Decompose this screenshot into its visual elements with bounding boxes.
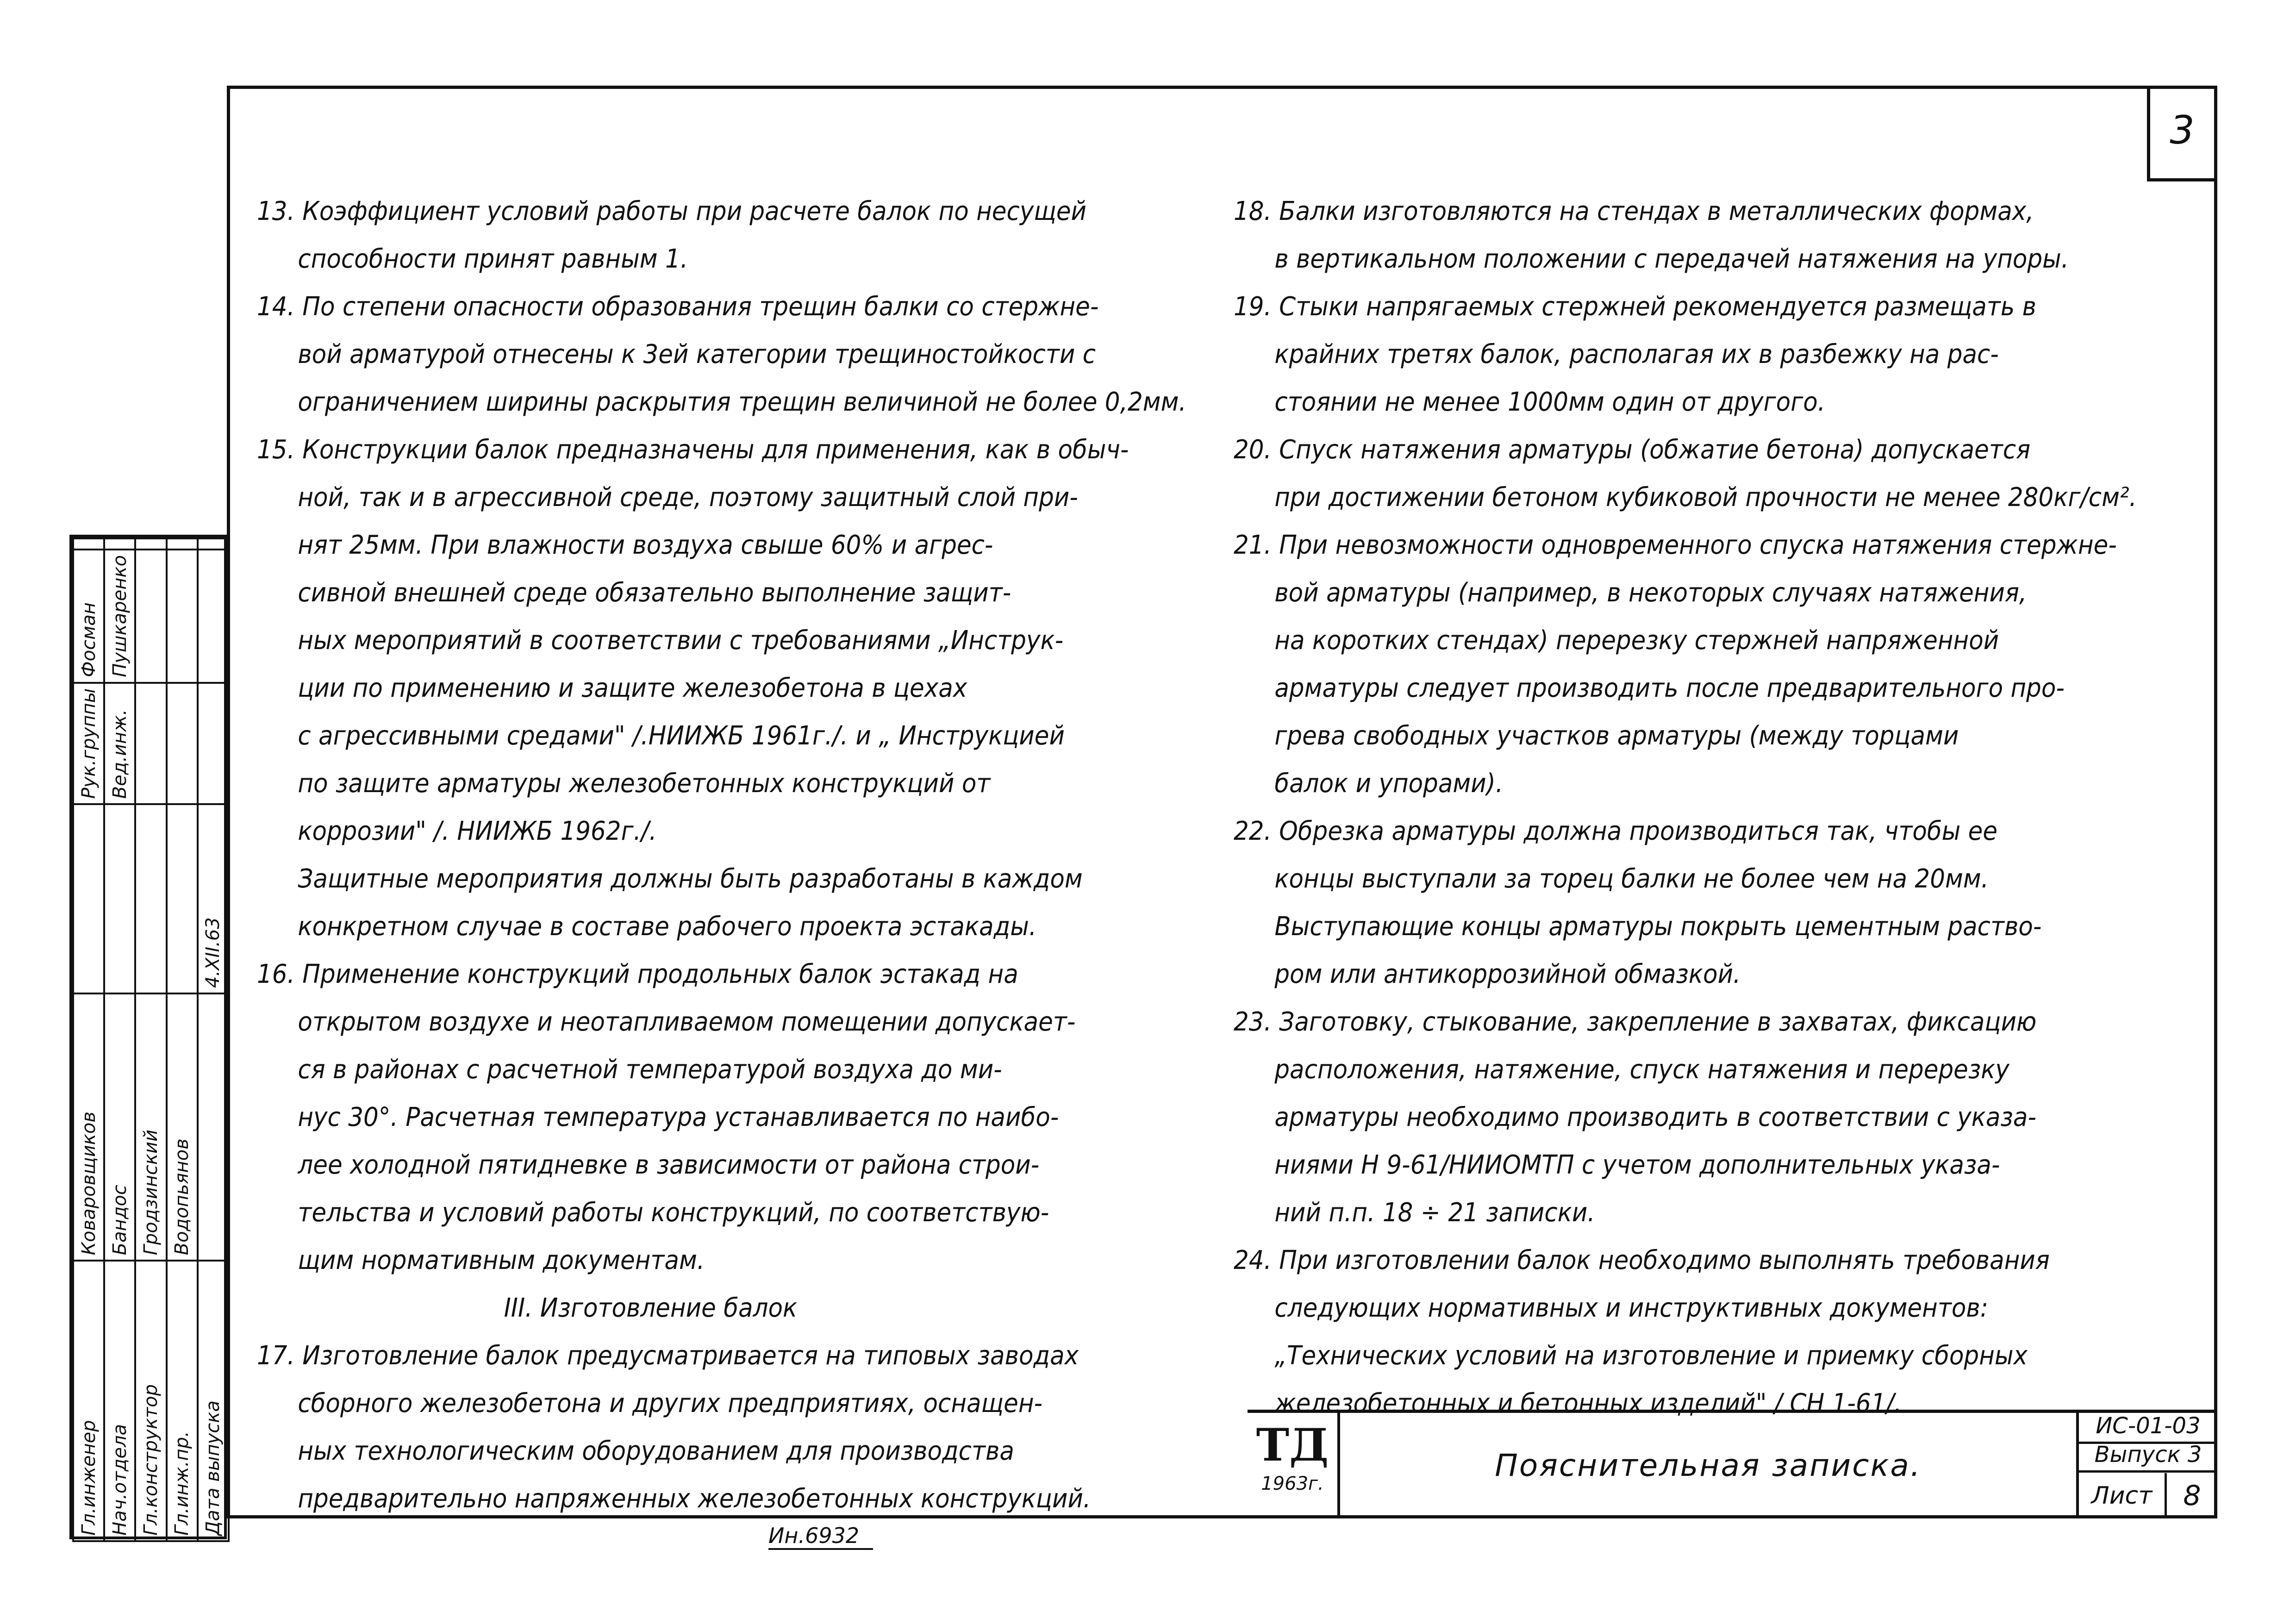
empty-cell	[167, 538, 198, 550]
text-line: открытом воздухе и неотапливаемом помещении допускает-	[298, 1007, 1076, 1037]
text-line: Защитные мероприятия должны быть разработаны в каждом	[298, 864, 1083, 894]
left-column-text	[257, 187, 1186, 1523]
name-cell: Коваровщиков	[73, 993, 104, 1261]
signature-cell	[167, 804, 198, 993]
text-line: ной, так и в агрессивной среде, поэтому защитный слой при-	[298, 482, 1078, 512]
empty-cell	[135, 683, 166, 805]
role-cell: Гл.инженер	[73, 1261, 104, 1541]
name-cell: Гродзинский	[135, 993, 166, 1261]
text-line: способности принят равным 1.	[298, 244, 688, 274]
text-line: нят 25мм. При влажности воздуха свыше 60% и агрес-	[298, 530, 993, 560]
text-line: железобетонных и бетонных изделий" / СН 1-61/.	[1274, 1388, 1902, 1418]
text-line: арматуры необходимо производить в соответствии с указа-	[1274, 1102, 2037, 1132]
name-cell: Пушкаренко	[104, 550, 135, 683]
role-cell: Дата выпуска	[198, 1261, 229, 1541]
text-line: ром или антикоррозийной обмазкой.	[1274, 959, 1741, 989]
role-cell: Гл.инж.пр.	[167, 1261, 198, 1541]
text-line: Выступающие концы арматуры покрыть цементным раство-	[1274, 912, 2042, 942]
signature-cell	[73, 538, 104, 550]
name-cell: Водопьянов	[167, 993, 198, 1261]
text-line: 19. Стыки напрягаемых стержней рекомендуется размещать в	[1234, 292, 2036, 322]
text-line: балок и упорами).	[1274, 768, 1504, 799]
empty-cell	[198, 683, 229, 805]
text-line: расположения, натяжение, спуск натяжения и перерезку	[1274, 1055, 2009, 1085]
signature-cell	[73, 804, 104, 993]
inventory-number: Ин.6932	[768, 1523, 860, 1548]
name-cell	[198, 993, 229, 1261]
empty-cell	[135, 550, 166, 683]
text-line: сивной внешней среде обязательно выполнение защит-	[298, 578, 1011, 608]
sheet-number: 8	[2183, 1480, 2201, 1512]
role-cell: Вед.инж.	[104, 683, 135, 805]
logo-year: 1963г.	[1261, 1473, 1324, 1494]
text-line: конкретном случае в составе рабочего проекта эстакады.	[298, 912, 1037, 942]
text-line: 18. Балки изготовляются на стендах в металлических формах,	[1234, 196, 2034, 226]
logo	[1248, 1413, 1340, 1518]
table-row	[198, 538, 229, 1541]
page-number: 3	[2170, 107, 2195, 153]
text-line: тельства и условий работы конструкций, по соответствую-	[298, 1198, 1049, 1228]
document-title: Пояснительная записка.	[1495, 1448, 1922, 1483]
empty-cell	[135, 538, 166, 550]
text-line: ных мероприятий в соответствии с требованиями „Инструк-	[298, 625, 1064, 656]
table-row	[135, 538, 166, 1541]
text-line: ниями Н 9-61/НИИОМТП с учетом дополнительных указа-	[1274, 1150, 2000, 1180]
text-line: 13. Коэффициент условий работы при расчете балок по несущей	[257, 196, 1087, 226]
text-line: 20. Спуск натяжения арматуры (обжатие бетона) допускается	[1234, 435, 2031, 465]
text-line: вой арматурой отнесены к 3ей категории трещиностойкости с	[298, 339, 1096, 369]
empty-cell	[198, 550, 229, 683]
signature-cell	[104, 538, 135, 550]
text-line: следующих нормативных и инструктивных документов:	[1274, 1293, 1989, 1323]
role-cell: Рук.группы	[73, 683, 104, 805]
text-line: стоянии не менее 1000мм один от другого.	[1274, 387, 1826, 417]
document-code: ИС-01-03	[2079, 1413, 2217, 1444]
text-line: на коротких стендах) перерезку стержней напряженной	[1274, 625, 1999, 656]
date-cell: 4.XII.63	[198, 804, 229, 993]
text-line: сборного железобетона и других предприятиях, оснащен-	[298, 1388, 1043, 1418]
name-cell: Бандос	[104, 993, 135, 1261]
page-number-box	[2147, 89, 2214, 181]
text-line: щим нормативным документам.	[298, 1245, 705, 1275]
document-info	[2076, 1413, 2217, 1518]
text-line: ограничением ширины раскрытия трещин величиной не более 0,2мм.	[298, 387, 1186, 417]
text-line: 22. Обрезка арматуры должна производиться так, чтобы ее	[1234, 816, 1998, 846]
text-line: по защите арматуры железобетонных конструкций от	[298, 768, 991, 799]
text-line: „Технических условий на изготовление и приемку сборных	[1274, 1341, 2028, 1371]
text-line: грева свободных участков арматуры (между торцами	[1274, 721, 1959, 751]
text-line: крайних третях балок, располагая их в разбежку на рас-	[1274, 339, 1999, 369]
text-line: ся в районах с расчетной температурой воздуха до ми-	[298, 1055, 1002, 1085]
approval-table	[72, 537, 230, 1542]
text-line: 23. Заготовку, стыкование, закрепление в захватах, фиксацию	[1234, 1007, 2037, 1037]
text-line: предварительно напряженных железобетонных конструкций.	[298, 1484, 1091, 1514]
signature-cell	[104, 804, 135, 993]
text-line: концы выступали за торец балки не более чем на 20мм.	[1274, 864, 1989, 894]
text-line: 24. При изготовлении балок необходимо выполнять требования	[1234, 1245, 2050, 1275]
signature-cell	[135, 804, 166, 993]
issue-number: Выпуск 3	[2079, 1442, 2217, 1473]
text-line: нус 30°. Расчетная температура устанавливается по наибо-	[298, 1102, 1059, 1132]
logo-mark: ТД	[1256, 1419, 1329, 1471]
sheet-label: Лист	[2079, 1473, 2167, 1518]
section-heading: III. Изготовление балок	[504, 1293, 798, 1323]
text-line: 17. Изготовление балок предусматривается на типовых заводах	[257, 1341, 1079, 1371]
text-line: 15. Конструкции балок предназначены для применения, как в обыч-	[257, 435, 1129, 465]
empty-cell	[198, 538, 229, 550]
text-line: при достижении бетоном кубиковой прочности не менее 280кг/см².	[1274, 482, 2137, 512]
approval-stamp	[69, 535, 227, 1539]
role-cell: Гл.конструктор	[135, 1261, 166, 1541]
empty-cell	[167, 683, 198, 805]
table-row	[167, 538, 198, 1541]
text-line: 21. При невозможности одновременного спуска натяжения стержне-	[1234, 530, 2117, 560]
text-line: вой арматуры (например, в некоторых случаях натяжения,	[1274, 578, 2027, 608]
text-line: лее холодной пятидневке в зависимости от района строи-	[298, 1150, 1040, 1180]
table-row	[73, 538, 104, 1541]
title-block	[1248, 1410, 2217, 1518]
text-line: коррозии" /. НИИЖБ 1962г./.	[298, 816, 657, 846]
role-cell: Нач.отдела	[104, 1261, 135, 1541]
text-line: в вертикальном положении с передачей натяжения на упоры.	[1274, 244, 2069, 274]
right-column-text	[1234, 187, 2137, 1427]
text-line: 16. Применение конструкций продольных балок эстакад на	[257, 959, 1018, 989]
text-line: 14. По степени опасности образования трещин балки со стержне-	[257, 292, 1099, 322]
text-line: арматуры следует производить после предварительного про-	[1274, 673, 2065, 703]
empty-cell	[167, 550, 198, 683]
text-line: ции по применению и защите железобетона в цехах	[298, 673, 967, 703]
table-row	[104, 538, 135, 1541]
text-line: ных технологическим оборудованием для производства	[298, 1436, 1014, 1466]
name-cell: Фосман	[73, 550, 104, 683]
text-line: ний п.п. 18 ÷ 21 записки.	[1274, 1198, 1595, 1228]
text-line: с агрессивными средами" /.НИИЖБ 1961г./. и „ Инструкцией	[298, 721, 1065, 751]
